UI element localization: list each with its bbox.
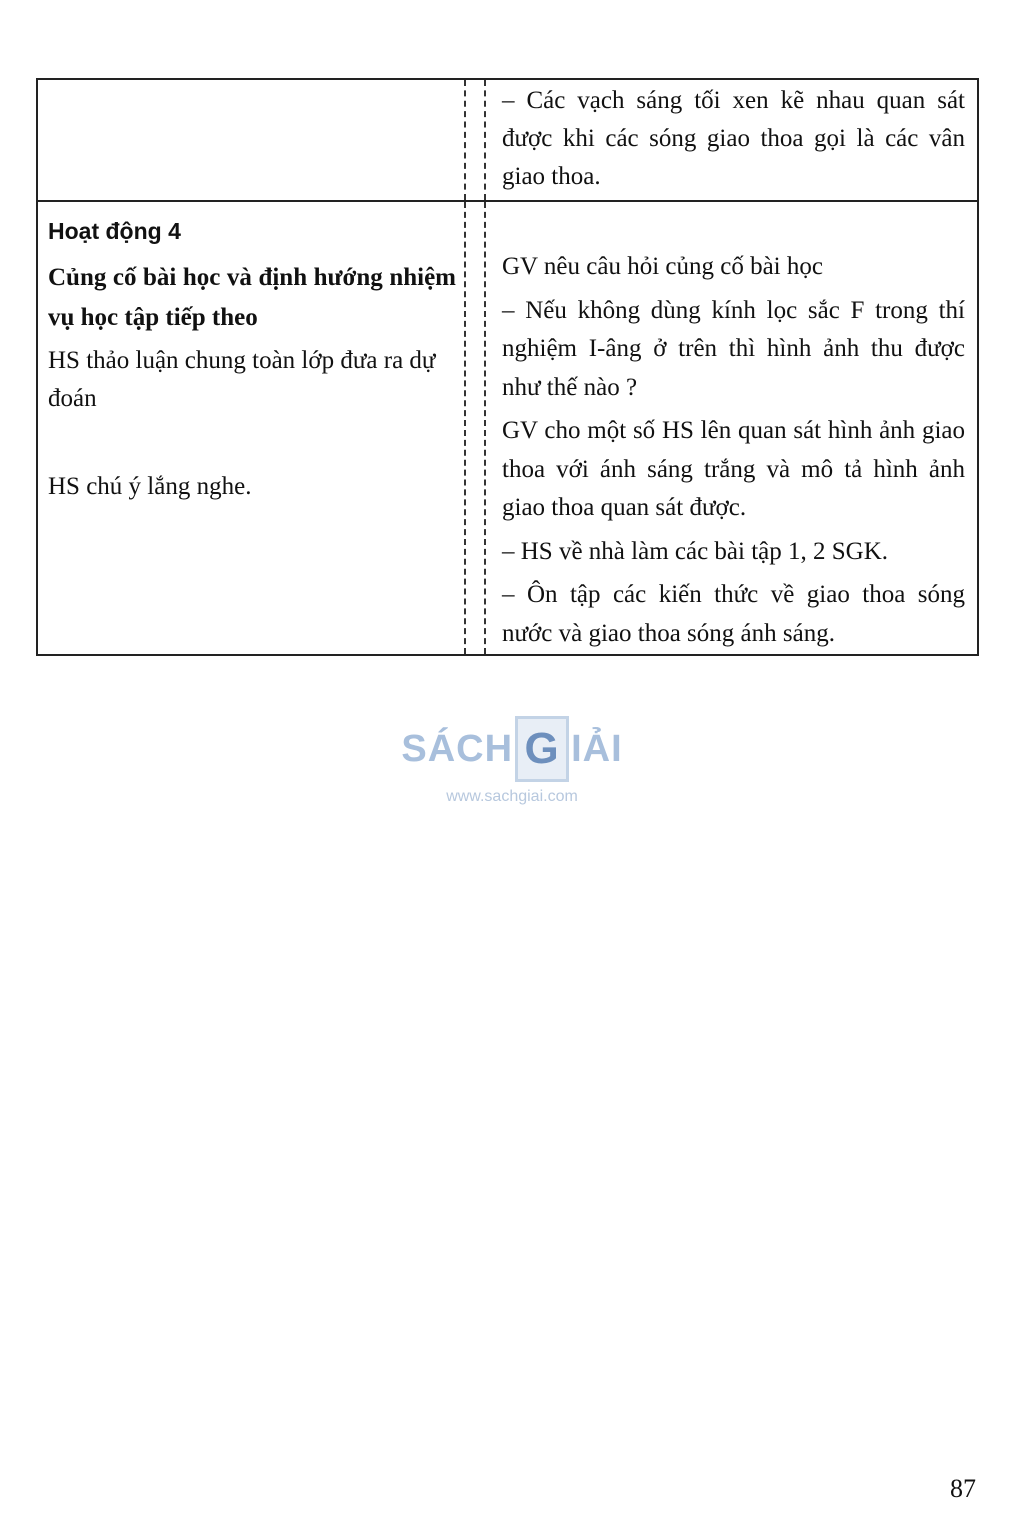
table-row bbox=[36, 202, 979, 656]
activity-heading: Hoạt động 4 bbox=[48, 218, 181, 244]
right-cell bbox=[490, 202, 977, 654]
conclusion-text: – Các vạch sáng tối xen kẽ nhau quan sát được khi các sóng giao thoa gọi là các vân giao thoa. bbox=[502, 87, 965, 190]
homework-text: – HS về nhà làm các bài tập 1, 2 SGK. bbox=[502, 537, 889, 565]
page-number: 87 bbox=[950, 1474, 976, 1503]
watermark-logo bbox=[0, 716, 1024, 806]
question-text: – Nếu không dùng kính lọc sắc F trong thí nghiệm I-âng ở trên thì hình ảnh thu được như thế nào ? bbox=[502, 296, 965, 401]
watermark-brand: SÁCH G IẢI bbox=[401, 716, 622, 782]
logo-g-icon: G bbox=[515, 716, 569, 782]
dashed-separator bbox=[462, 80, 490, 200]
lesson-table bbox=[36, 78, 979, 656]
table-row bbox=[36, 78, 979, 202]
dashed-separator bbox=[462, 202, 490, 654]
activity-subheading: Củng cố bài học và định hướng nhiệm vụ học tập tiếp theo bbox=[48, 264, 456, 331]
teacher-demo-text: GV cho một số HS lên quan sát hình ảnh giao thoa với ánh sáng trắng và mô tả hình ảnh giao thoa quan sát được. bbox=[502, 417, 965, 521]
watermark-url: www.sachgiai.com bbox=[446, 788, 578, 805]
student-listen-text: HS chú ý lắng nghe. bbox=[48, 473, 252, 500]
left-cell bbox=[38, 202, 462, 654]
left-cell bbox=[38, 80, 462, 200]
student-discussion-text: HS thảo luận chung toàn lớp đưa ra dự đoán bbox=[48, 347, 436, 412]
right-cell bbox=[490, 80, 977, 200]
review-text: – Ôn tập các kiến thức về giao thoa sóng nước và giao thoa sóng ánh sáng. bbox=[502, 581, 965, 647]
teacher-question-text: GV nêu câu hỏi củng cố bài học bbox=[502, 253, 823, 280]
